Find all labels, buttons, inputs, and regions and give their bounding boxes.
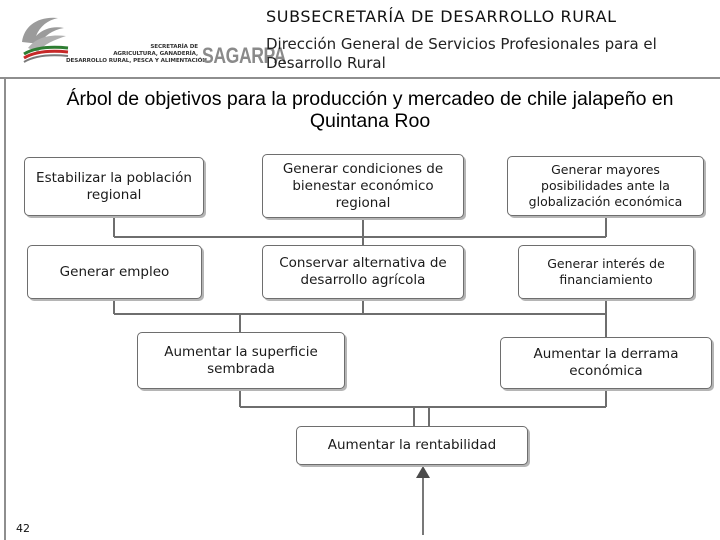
- node-interes: Generar interés de financiamiento: [518, 245, 694, 299]
- node-rentabilidad: Aumentar la rentabilidad: [296, 426, 528, 465]
- header-subtitle: Dirección General de Servicios Profesionales para el Desarrollo Rural: [266, 35, 657, 72]
- node-estabilizar: Estabilizar la población regional: [24, 157, 204, 216]
- node-derrama: Aumentar la derrama económica: [500, 337, 712, 389]
- diagram-title: Árbol de objetivos para la producción y mercadeo de chile jalapeño en Quintana Roo: [66, 88, 674, 132]
- logo-brand: SAGARPA: [202, 43, 286, 68]
- node-conservar: Conservar alternativa de desarrollo agrícola: [262, 245, 464, 299]
- logo-text: SECRETARÍA DE AGRICULTURA, GANADERÍA, DESARROLLO RURAL, PESCA Y ALIMENTACIÓN: [66, 44, 207, 64]
- node-condiciones: Generar condiciones de bienestar económico regional: [262, 154, 464, 218]
- node-empleo: Generar empleo: [27, 245, 202, 299]
- header-title: SUBSECRETARÍA DE DESARROLLO RURAL: [266, 7, 617, 26]
- page-number: 42: [16, 522, 30, 535]
- node-posibilidades: Generar mayores posibilidades ante la globalización económica: [507, 156, 704, 216]
- node-superficie: Aumentar la superficie sembrada: [137, 332, 345, 389]
